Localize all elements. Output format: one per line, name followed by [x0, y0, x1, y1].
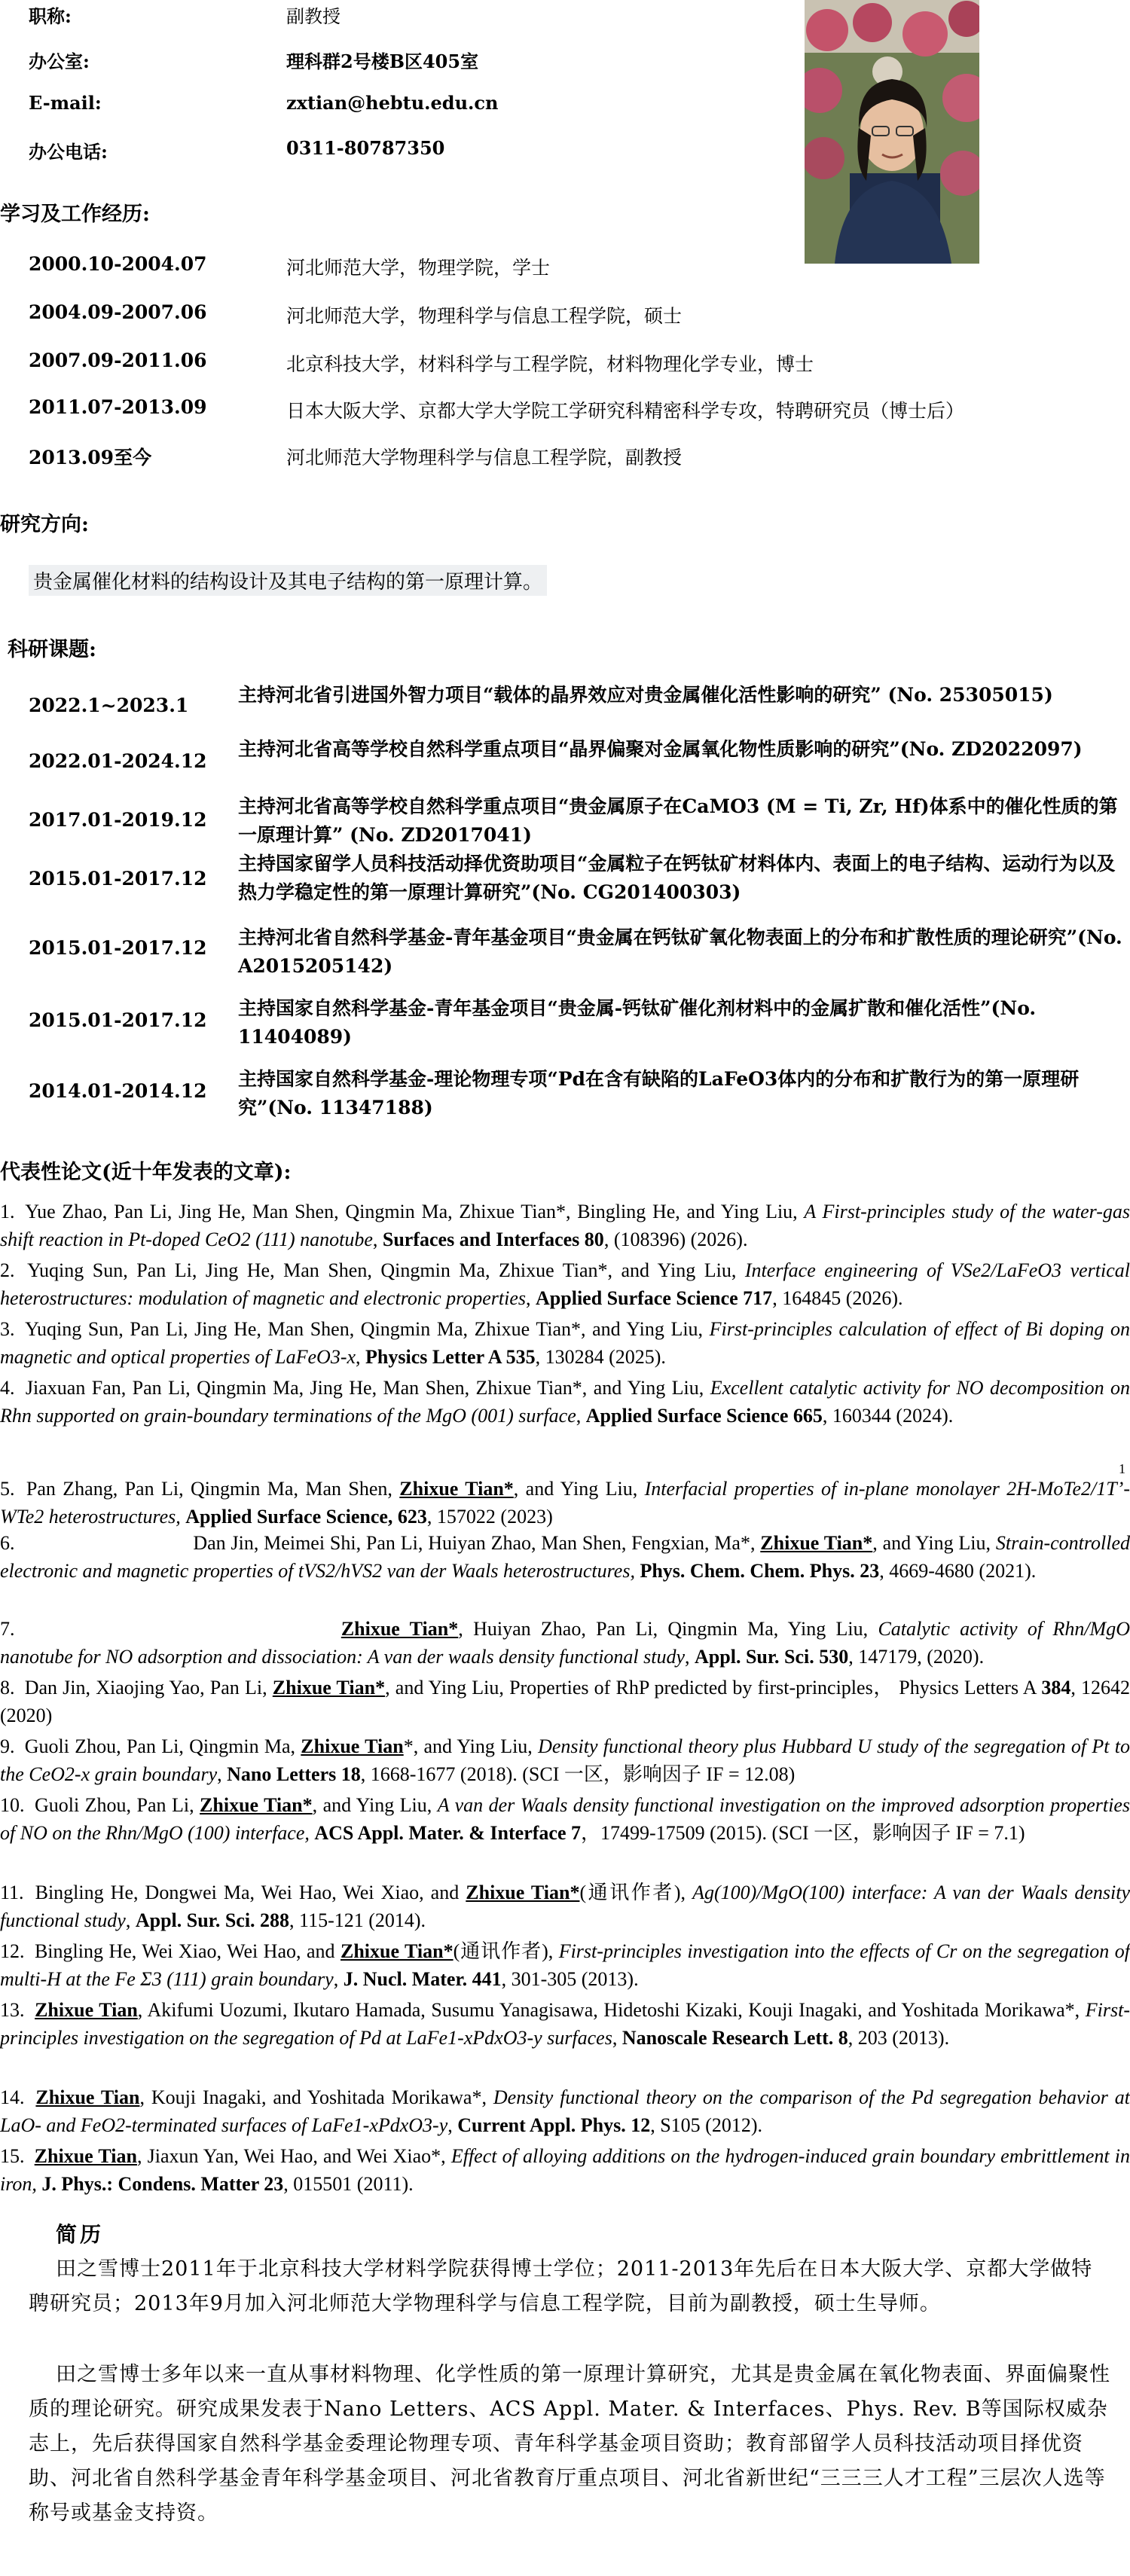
paper-authors: Bingling He, Wei Xiao, Wei Hao, and: [34, 1940, 335, 1962]
paper-authors-rest: , and Ying Liu,: [872, 1532, 991, 1554]
project-text: 主持河北省高等学校自然科学重点项目“晶界偏聚对金属氧化物性质影响的研究”(No. ZD2022097): [238, 738, 1083, 760]
phone-value: 0311-80787350: [286, 137, 445, 159]
paper-authors: Yuqing Sun, Pan Li, Jing He, Man Shen, Qingmin Ma, Zhixue Tian*, and Ying Liu,: [27, 1259, 737, 1281]
paper-details: , 301-305 (2013).: [501, 1968, 639, 1990]
paper-journal: J. Phys.: Condens. Matter 23: [41, 2173, 284, 2195]
paper-number: 3.: [0, 1318, 15, 1340]
title-value: 副教授: [286, 6, 341, 27]
project-text: 主持河北省引进国外智力项目“载体的晶界效应对贵金属催化活性影响的研究” (No. 25305015): [238, 684, 1053, 706]
paper-title: Ag(100)/MgO(100) interface: A van der Waals density functional study: [0, 1882, 1130, 1931]
office-value: 理科群2号楼B区405室: [286, 50, 479, 72]
project-date: 2014.01-2014.12: [29, 1080, 207, 1102]
paper-number: 1.: [0, 1201, 15, 1222]
education-date: 2000.10-2004.07: [29, 253, 207, 275]
paper-number: 2.: [0, 1259, 15, 1281]
education-date: 2004.09-2007.06: [29, 301, 207, 323]
paper-journal: Nano Letters 18: [227, 1763, 361, 1785]
project-text: 主持国家自然科学基金-青年基金项目“贵金属-钙钛矿催化剂材料中的金属扩散和催化活性”(No. 11404089): [238, 997, 1037, 1048]
paper-number: 9.: [0, 1735, 15, 1757]
paper-journal: ACS Appl. Mater. & Interface 7: [314, 1822, 581, 1844]
paper-journal: Applied Surface Science 717: [536, 1287, 773, 1309]
education-text: 河北师范大学，物理科学与信息工程学院，硕士: [286, 305, 683, 327]
paper-item: 7. Zhixue Tian*, Huiyan Zhao, Pan Li, Qingmin Ma, Ying Liu, Catalytic activity of Rhn/MgO nanotube for NO adsorption and dissociation: A van der waals density functional study, Appl. Sur. Sci. 530, 147179, (2020).: [0, 1618, 1130, 1668]
portrait-photo: [805, 0, 979, 264]
paper-details: , (108396) (2026).: [603, 1228, 748, 1250]
paper-details: , 015501 (2011).: [283, 2173, 414, 2195]
paper-author-highlight: Zhixue Tian: [35, 2086, 140, 2108]
project-text: 主持河北省高等学校自然科学重点项目“贵金属原子在CaMO3 (M = Ti, Zr, Hf)体系中的催化性质的第一原理计算” (No. ZD2017041): [238, 795, 1118, 846]
paper-authors-rest: , Jiaxun Yan, Wei Hao, and Wei Xiao*,: [136, 2145, 446, 2167]
email-value[interactable]: zxtian@hebtu.edu.cn: [286, 92, 499, 114]
paper-title: Interfacial properties of in-plane monolayer 2H-MoTe2/1T’-WTe2 heterostructures,: [0, 1478, 1130, 1528]
paper-journal: Current Appl. Phys. 12: [457, 2114, 651, 2136]
paper-authors-rest: , and Ying Liu,: [513, 1478, 638, 1500]
paper-author-highlight: Zhixue Tian*: [466, 1882, 580, 1903]
paper-authors-rest: , and Ying Liu,: [312, 1794, 432, 1816]
project-date: 2015.01-2017.12: [29, 1009, 207, 1031]
paper-title: Density functional theory on the comparison of the Pd segregation behavior at LaO- and FeO2-terminated surfaces of LaFe1-xPdxO3-y: [0, 2086, 1130, 2136]
paper-title: A First-principles study of the water-gas shift reaction in Pt-doped CeO2 (111) nanotube: [0, 1201, 1130, 1250]
office-label: 办公室:: [29, 50, 90, 72]
paper-details: , 164845 (2026).: [772, 1287, 903, 1309]
paper-author-highlight: Zhixue Tian*: [399, 1478, 514, 1500]
paper-details: , 1668-1677 (2018). (SCI 一区，影响因子 IF = 12.08): [360, 1763, 796, 1785]
bio-paragraph: 田之雪博士2011年于北京科技大学材料学院获得博士学位；2011-2013年先后在日本大阪大学、京都大学做特聘研究员；2013年9月加入河北师范大学物理科学与信息工程学院，目前为副教授，硕士生导师。: [29, 2257, 1093, 2315]
paper-details: , 147179, (2020).: [848, 1646, 985, 1668]
paper-details: , 203 (2013).: [848, 2027, 950, 2049]
title-label: 职称:: [29, 5, 72, 27]
paper-authors-rest: , Huiyan Zhao, Pan Li, Qingmin Ma, Ying Liu,: [458, 1618, 869, 1640]
paper-item: [0, 1791, 1130, 1847]
paper-title: First-principles investigation on the segregation of Pd at LaFe1-xPdxO3-y surfaces: [0, 1999, 1130, 2049]
paper-authors: Jiaxuan Fan, Pan Li, Qingmin Ma, Jing He, Man Shen, Zhixue Tian*, and Ying Liu,: [25, 1377, 704, 1399]
paper-author-highlight: Zhixue Tian*: [272, 1677, 386, 1699]
paper-item: [0, 1529, 1130, 1585]
paper-number: 15.: [0, 2145, 25, 2167]
paper-journal: Applied Surface Science, 623: [185, 1506, 427, 1528]
paper-details: , S105 (2012).: [650, 2114, 762, 2136]
project-date: 2017.01-2019.12: [29, 809, 207, 831]
project-date: 2022.01-2024.12: [29, 750, 207, 772]
paper-number: 4.: [0, 1377, 15, 1399]
papers-heading: 代表性论文(近十年发表的文章):: [0, 1161, 292, 1184]
paper-details: , 115-121 (2014).: [289, 1909, 426, 1931]
paper-authors-rest: (通讯作者),: [579, 1882, 686, 1903]
paper-authors: Yuqing Sun, Pan Li, Jing He, Man Shen, Qingmin Ma, Zhixue Tian*, and Ying Liu,: [25, 1318, 704, 1340]
paper-item: 4. Jiaxuan Fan, Pan Li, Qingmin Ma, Jing He, Man Shen, Zhixue Tian*, and Ying Liu, Excellent catalytic activity for NO decomposition on Rhn supported on grain-boundary terminations of the MgO (001) surface, Applied Surface Science 665, 160344 (2024).: [0, 1377, 1130, 1427]
paper-details: , 160344 (2024).: [822, 1405, 954, 1427]
education-date: 2007.09-2011.06: [29, 349, 207, 371]
paper-author-highlight: Zhixue Tian*: [341, 1618, 459, 1640]
paper-item: 2. Yuqing Sun, Pan Li, Jing He, Man Shen, Qingmin Ma, Zhixue Tian*, and Ying Liu, Interface engineering of VSe2/LaFeO3 vertical heterostructures: modulation of magnetic and electronic properties, Applied Surface Science 717, 164845 (2026).: [0, 1259, 1130, 1309]
paper-authors-rest: (通讯作者),: [453, 1940, 554, 1962]
paper-journal: 384: [1041, 1677, 1071, 1699]
paper-title: Effect of alloying additions on the hydrogen-induced grain boundary embrittlement in iron,: [0, 2145, 1130, 2195]
paper-authors: Bingling He, Dongwei Ma, Wei Hao, Wei Xiao, and: [35, 1882, 460, 1903]
paper-journal: Appl. Sur. Sci. 530: [695, 1646, 849, 1668]
paper-item: [0, 1475, 1130, 1531]
paper-title: First-principles calculation of effect of Bi doping on magnetic and optical properties of LaFeO3-x: [0, 1318, 1130, 1368]
paper-authors: Guoli Zhou, Pan Li,: [34, 1794, 194, 1816]
paper-item: 12. Bingling He, Wei Xiao, Wei Hao, and Zhixue Tian*(通讯作者), First-principles investigation into the effects of Cr on the segregation of multi-H at the Fe Σ3 (111) grain boundary, J. Nucl. Mater. 441, 301-305 (2013).: [0, 1940, 1130, 1990]
paper-details: , 4669-4680 (2021).: [879, 1560, 1037, 1582]
paper-journal: Phys. Chem. Chem. Phys. 23: [640, 1560, 880, 1582]
education-text: 河北师范大学物理科学与信息工程学院，副教授: [286, 447, 683, 469]
paper-authors-rest: *, and Ying Liu,: [403, 1735, 533, 1757]
paper-details: ，17499-17509 (2015). (SCI 一区，影响因子 IF = 7.1): [580, 1822, 1025, 1844]
paper-item: 3. Yuqing Sun, Pan Li, Jing He, Man Shen, Qingmin Ma, Zhixue Tian*, and Ying Liu, First-principles calculation of effect of Bi doping on magnetic and optical properties of LaFeO3-x, Physics Letter A 535, 130284 (2025).: [0, 1318, 1130, 1368]
paper-number: 8.: [0, 1677, 15, 1699]
bio-heading: 简历: [56, 2222, 105, 2247]
paper-authors: Guoli Zhou, Pan Li, Qingmin Ma,: [24, 1735, 296, 1757]
paper-number: 14.: [0, 2086, 25, 2108]
paper-authors-rest: , Kouji Inagaki, and Yoshitada Morikawa*,: [139, 2086, 487, 2108]
paper-author-highlight: Zhixue Tian*: [340, 1940, 454, 1962]
education-text: 河北师范大学，物理学院，学士: [286, 257, 551, 279]
projects-heading: 科研课题:: [8, 638, 96, 661]
paper-item: 13. Zhixue Tian, Akifumi Uozumi, Ikutaro Hamada, Susumu Yanagisawa, Hidetoshi Kizaki, Kouji Inagaki, and Yoshitada Morikawa*, First-principles investigation on the segregation of Pd at LaFe1-xPdxO3-y surfaces, Nanoscale Research Lett. 8, 203 (2013).: [0, 1999, 1130, 2049]
education-date: 2011.07-2013.09: [29, 396, 207, 418]
paper-authors: Dan Jin, Meimei Shi, Pan Li, Huiyan Zhao, Man Shen, Fengxian, Ma*,: [193, 1532, 756, 1554]
paper-author-highlight: Zhixue Tian: [35, 1999, 138, 2021]
paper-title: Excellent catalytic activity for NO decomposition on Rhn supported on grain-boundary terminations of the MgO (001) surface: [0, 1377, 1130, 1427]
research-text: 贵金属催化材料的结构设计及其电子结构的第一原理计算。: [29, 565, 547, 596]
paper-details: , 12642 (2020): [0, 1677, 1130, 1726]
project-date: 2015.01-2017.12: [29, 937, 207, 959]
paper-number: 11.: [0, 1882, 24, 1903]
paper-number: 12.: [0, 1940, 25, 1962]
paper-number: 6.: [0, 1532, 15, 1554]
project-text: 主持河北省自然科学基金-青年基金项目“贵金属在钙钛矿氧化物表面上的分布和扩散性质的理论研究”(No. A2015205142): [238, 926, 1122, 977]
paper-item: 1. Yue Zhao, Pan Li, Jing He, Man Shen, Qingmin Ma, Zhixue Tian*, Bingling He, and Ying Liu, A First-principles study of the water-gas shift reaction in Pt-doped CeO2 (111) nanotube, Surfaces and Interfaces 80, (108396) (2026).: [0, 1201, 1130, 1250]
paper-item: [0, 2142, 1130, 2198]
paper-author-highlight: Zhixue Tian*: [200, 1794, 313, 1816]
paper-details: , 130284 (2025).: [535, 1346, 666, 1368]
paper-number: 5.: [0, 1478, 15, 1500]
phone-label: 办公电话:: [29, 141, 108, 163]
paper-title: Strain-controlled electronic and magnetic properties of tVS2/hVS2 van der Waals heterostructures,: [0, 1532, 1130, 1582]
paper-author-highlight: Zhixue Tian: [301, 1735, 404, 1757]
paper-item: [0, 1674, 1130, 1729]
paper-author-highlight: Zhixue Tian*: [760, 1532, 873, 1554]
paper-details: , 157022 (2023): [426, 1506, 553, 1528]
education-text: 日本大阪大学、京都大学大学院工学研究科精密科学专攻，特聘研究员（博士后）: [286, 400, 965, 422]
paper-journal: Applied Surface Science 665: [585, 1405, 823, 1427]
paper-title: Catalytic activity of Rhn/MgO nanotube for NO adsorption and dissociation: A van der waals density functional study: [0, 1618, 1130, 1668]
page-number: 1: [1119, 1461, 1125, 1476]
paper-number: 10.: [0, 1794, 25, 1816]
paper-authors-rest: , Akifumi Uozumi, Ikutaro Hamada, Susumu Yanagisawa, Hidetoshi Kizaki, Kouji Inagaki, and Yoshitada Morikawa*,: [137, 1999, 1080, 2021]
paper-item: 11. Bingling He, Dongwei Ma, Wei Hao, Wei Xiao, and Zhixue Tian*(通讯作者), Ag(100)/MgO(100) interface: A van der Waals density functional study, Appl. Sur. Sci. 288, 115-121 (2014).: [0, 1882, 1130, 1931]
education-heading: 学习及工作经历:: [0, 203, 150, 226]
education-text: 北京科技大学，材料科学与工程学院，材料物理化学专业，博士: [286, 353, 814, 375]
paper-authors: Dan Jin, Xiaojing Yao, Pan Li,: [24, 1677, 267, 1699]
education-date: 2013.09至今: [29, 447, 152, 469]
bio-paragraph: 田之雪博士多年以来一直从事材料物理、化学性质的第一原理计算研究，尤其是贵金属在氧化物表面、界面偏聚性质的理论研究。研究成果发表于Nano Letters、ACS Appl. Mater. & Interfaces、Phys. Rev. B等国际权威杂志上，先后获得国家自然科学基金委理论物理专项、青年科学基金项目资助；教育部留学人员科技活动项目择优资助、河北省自然科学基金青年科学基金项目、河北省教育厅重点项目、河北省新世纪“三三三人才工程”三层次人选等称号或基金支持资。: [29, 2363, 1110, 2525]
research-heading: 研究方向:: [0, 513, 89, 536]
paper-author-highlight: Zhixue Tian: [34, 2145, 137, 2167]
paper-journal: Physics Letter A 535: [365, 1346, 536, 1368]
paper-item: 9. Guoli Zhou, Pan Li, Qingmin Ma, Zhixue Tian*, and Ying Liu, Density functional theory plus Hubbard U study of the segregation of Pt to the CeO2-x grain boundary, Nano Letters 18, 1668-1677 (2018). (SCI 一区，影响因子 IF = 12.08): [0, 1735, 1130, 1785]
paper-authors-rest: , and Ying Liu, Properties of RhP predicted by first-principles， Physics Letters A: [385, 1677, 1037, 1699]
paper-journal: J. Nucl. Mater. 441: [343, 1968, 502, 1990]
paper-journal: Appl. Sur. Sci. 288: [135, 1909, 290, 1931]
project-date: 2022.1~2023.1: [29, 694, 189, 716]
project-text: 主持国家自然科学基金-理论物理专项“Pd在含有缺陷的LaFeO3体内的分布和扩散行为的第一原理研究”(No. 11347188): [238, 1068, 1080, 1119]
paper-item: 14. Zhixue Tian, Kouji Inagaki, and Yoshitada Morikawa*, Density functional theory on the comparison of the Pd segregation behavior at LaO- and FeO2-terminated surfaces of LaFe1-xPdxO3-y, Current Appl. Phys. 12, S105 (2012).: [0, 2086, 1130, 2136]
paper-number: 13.: [0, 1999, 25, 2021]
paper-title: First-principles investigation into the effects of Cr on the segregation of multi-H at the Fe Σ3 (111) grain boundary: [0, 1940, 1130, 1990]
paper-authors: Yue Zhao, Pan Li, Jing He, Man Shen, Qingmin Ma, Zhixue Tian*, Bingling He, and Ying Liu,: [25, 1201, 798, 1222]
project-text: 主持国家留学人员科技活动择优资助项目“金属粒子在钙钛矿材料体内、表面上的电子结构、运动行为以及热力学稳定性的第一原理计算研究”(No. CG201400303): [238, 853, 1116, 903]
paper-authors: Pan Zhang, Pan Li, Qingmin Ma, Man Shen,: [26, 1478, 392, 1500]
paper-journal: Surfaces and Interfaces 80: [382, 1228, 604, 1250]
paper-number: 7.: [0, 1618, 15, 1640]
paper-journal: Nanoscale Research Lett. 8: [622, 2027, 848, 2049]
project-date: 2015.01-2017.12: [29, 868, 207, 890]
email-label: E-mail:: [29, 92, 102, 114]
paper-title: Interface engineering of VSe2/LaFeO3 vertical heterostructures: modulation of magnetic and electronic properties: [0, 1259, 1130, 1309]
paper-title: A van der Waals density functional investigation on the improved adsorption properties of NO on the Rhn/MgO (100) interface,: [0, 1794, 1130, 1844]
paper-title: Density functional theory plus Hubbard U study of the segregation of Pt to the CeO2-x grain boundary: [0, 1735, 1130, 1785]
